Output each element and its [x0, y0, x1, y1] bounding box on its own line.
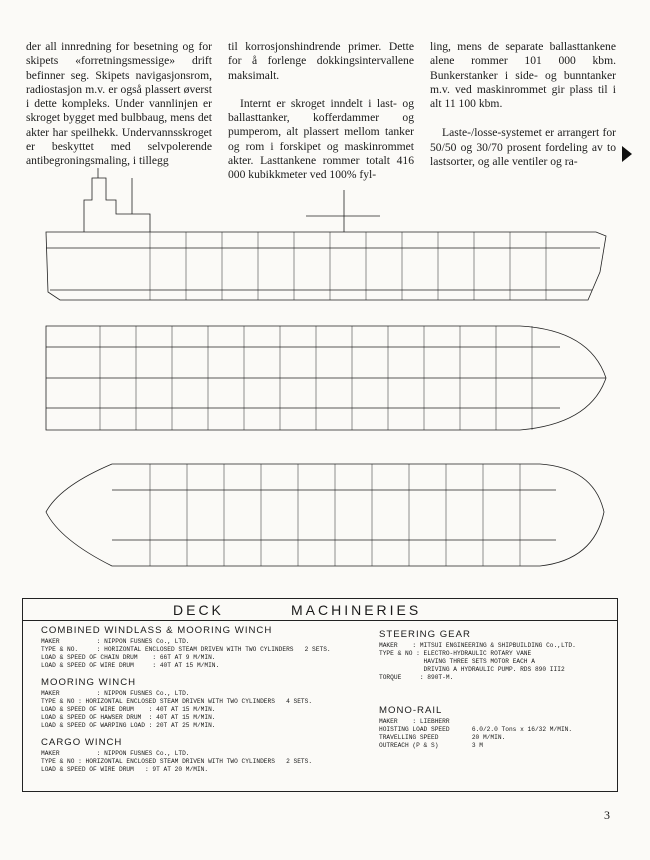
table-title: DECK: [173, 602, 224, 618]
section-heading: STEERING GEAR: [379, 629, 471, 640]
spec-row: TYPE & NO : ELECTRO-HYDRAULIC ROTARY VANE: [379, 649, 532, 657]
spec-row: HOISTING LOAD SPEED 6.0/2.0 Tons x 16/32 M/MIN.: [379, 725, 573, 733]
spec-row: LOAD & SPEED OF WIRE DRUM : 40T AT 15 M/MIN.: [41, 661, 220, 669]
spec-row: TYPE & NO. : HORIZONTAL ENCLOSED STEAM DRIVEN WITH TWO CYLINDERS 2 SETS.: [41, 645, 331, 653]
windlass-section: [41, 625, 331, 670]
spec-row: LOAD & SPEED OF WIRE DRUM : 9T AT 20 M/MIN.: [41, 765, 209, 773]
spec-row: MAKER : NIPPON FUSNES Co., LTD.: [41, 690, 190, 697]
section-heading: MOORING WINCH: [41, 677, 137, 688]
section-heading: COMBINED WINDLASS & MOORING WINCH: [41, 625, 273, 636]
spec-row: DRIVING A HYDRAULIC PUMP. RDS 890 III2: [379, 665, 565, 673]
section-heading: CARGO WINCH: [41, 737, 123, 748]
mooring-section: [41, 677, 312, 730]
spec-row: TRAVELLING SPEED 20 M/MIN.: [379, 733, 506, 741]
ship-profile-drawing: [46, 168, 606, 300]
deck-machineries-table: [22, 598, 618, 792]
spec-row: LOAD & SPEED OF CHAIN DRUM : 66T AT 9 M/MIN.: [41, 653, 216, 661]
paragraph: ling, mens de separate ballasttankene alene rommer 101 000 kbm. Bunkerstanker i side- og bunntanker m.v. ved maskinrommet gir plass til i alt 11 100 kbm.: [430, 40, 616, 111]
spec-row: TYPE & NO : HORIZONTAL ENCLOSED STEAM DRIVEN WITH TWO CYLINDERS 4 SETS.: [41, 697, 313, 705]
spec-row: TORQUE : 890T-M.: [379, 673, 454, 681]
deck-plan-drawing: [46, 326, 606, 430]
spec-row: LOAD & SPEED OF WIRE DRUM : 40T AT 15 M/MIN.: [41, 705, 216, 713]
paragraph: Laste-/losse-systemet er arrangert for 50/50 og 30/70 prosent fordeling av to lastsorter, og alle ventiler og ra-: [430, 126, 616, 169]
page-number: 3: [604, 808, 610, 822]
cargo-section: [41, 737, 312, 774]
paragraph: til korrosjonshindrende primer. Dette for å forlenge dokkingsintervallene maksimalt.: [228, 40, 414, 82]
paragraph: Internt er skroget inndelt i last- og ballasttanker, kofferdammer og pumperom, alt plassert mellom tanker og rom i forskipet og maskinrommet akter. Lasttankene rommer totalt 416 000 kubikkmeter ved 100% fyl-: [228, 96, 414, 182]
spec-row: MAKER : LIEBHERR: [379, 718, 450, 725]
spec-row: MAKER : NIPPON FUSNES Co., LTD.: [41, 750, 190, 757]
monorail-section: [379, 705, 572, 750]
spec-row: MAKER : MITSUI ENGINEERING & SHIPBUILDING Co.,LTD.: [379, 642, 576, 649]
spec-row: OUTREACH (P & S) 3 M: [379, 741, 483, 749]
steering-section: [379, 629, 576, 682]
table-title: MACHINERIES: [291, 602, 422, 618]
paragraph: der all innredning for besetning og for skipets «forretningsmessige» drift befinner seg. Skipets navigasjonsrom, radiostasjon m.v. er også plassert øverst i dette kompleks. Under vannlinjen er skroget bygget med bulbbaug, mens det akter har speilhekk. Undervannsskroget er beskyttet med selvpolerende antibegroningsmaling, i tillegg: [26, 40, 212, 168]
spec-row: TYPE & NO : HORIZONTAL ENCLOSED STEAM DRIVEN WITH TWO CYLINDERS 2 SETS.: [41, 757, 313, 765]
section-heading: MONO-RAIL: [379, 705, 443, 716]
spec-row: HAVING THREE SETS MOTOR EACH A: [379, 657, 535, 665]
spec-row: LOAD & SPEED OF WARPING LOAD : 20T AT 25 M/MIN.: [41, 721, 216, 729]
tank-plan-drawing: [46, 464, 604, 566]
spec-row: MAKER : NIPPON FUSNES Co., LTD.: [41, 638, 190, 645]
divider: [23, 620, 617, 621]
spec-row: LOAD & SPEED OF HAWSER DRUM : 40T AT 15 M/MIN.: [41, 713, 216, 721]
